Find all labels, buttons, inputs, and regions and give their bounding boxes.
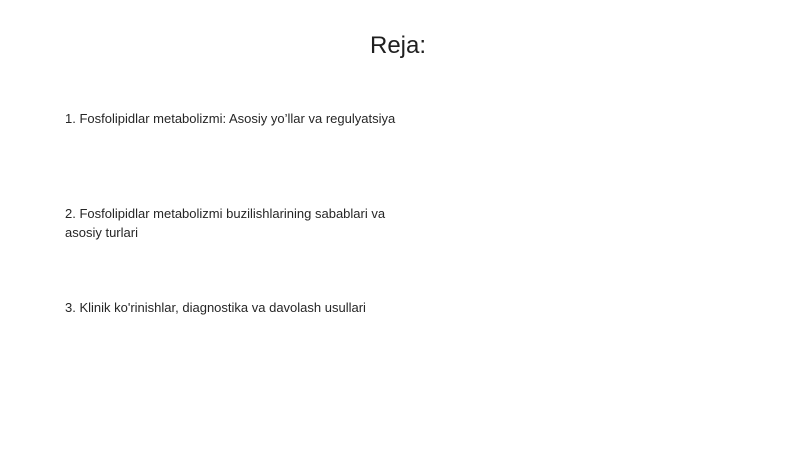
list-item: 3. Klinik ko'rinishlar, diagnostika va davolash usullari — [65, 300, 366, 315]
list-item: 2. Fosfolipidlar metabolizmi buzilishlarining sabablari va asosiy turlari — [65, 206, 386, 240]
list-item: 1. Fosfolipidlar metabolizmi: Asosiy yo’llar va regulyatsiya — [65, 111, 396, 126]
slide-title: Reja: — [369, 32, 427, 59]
